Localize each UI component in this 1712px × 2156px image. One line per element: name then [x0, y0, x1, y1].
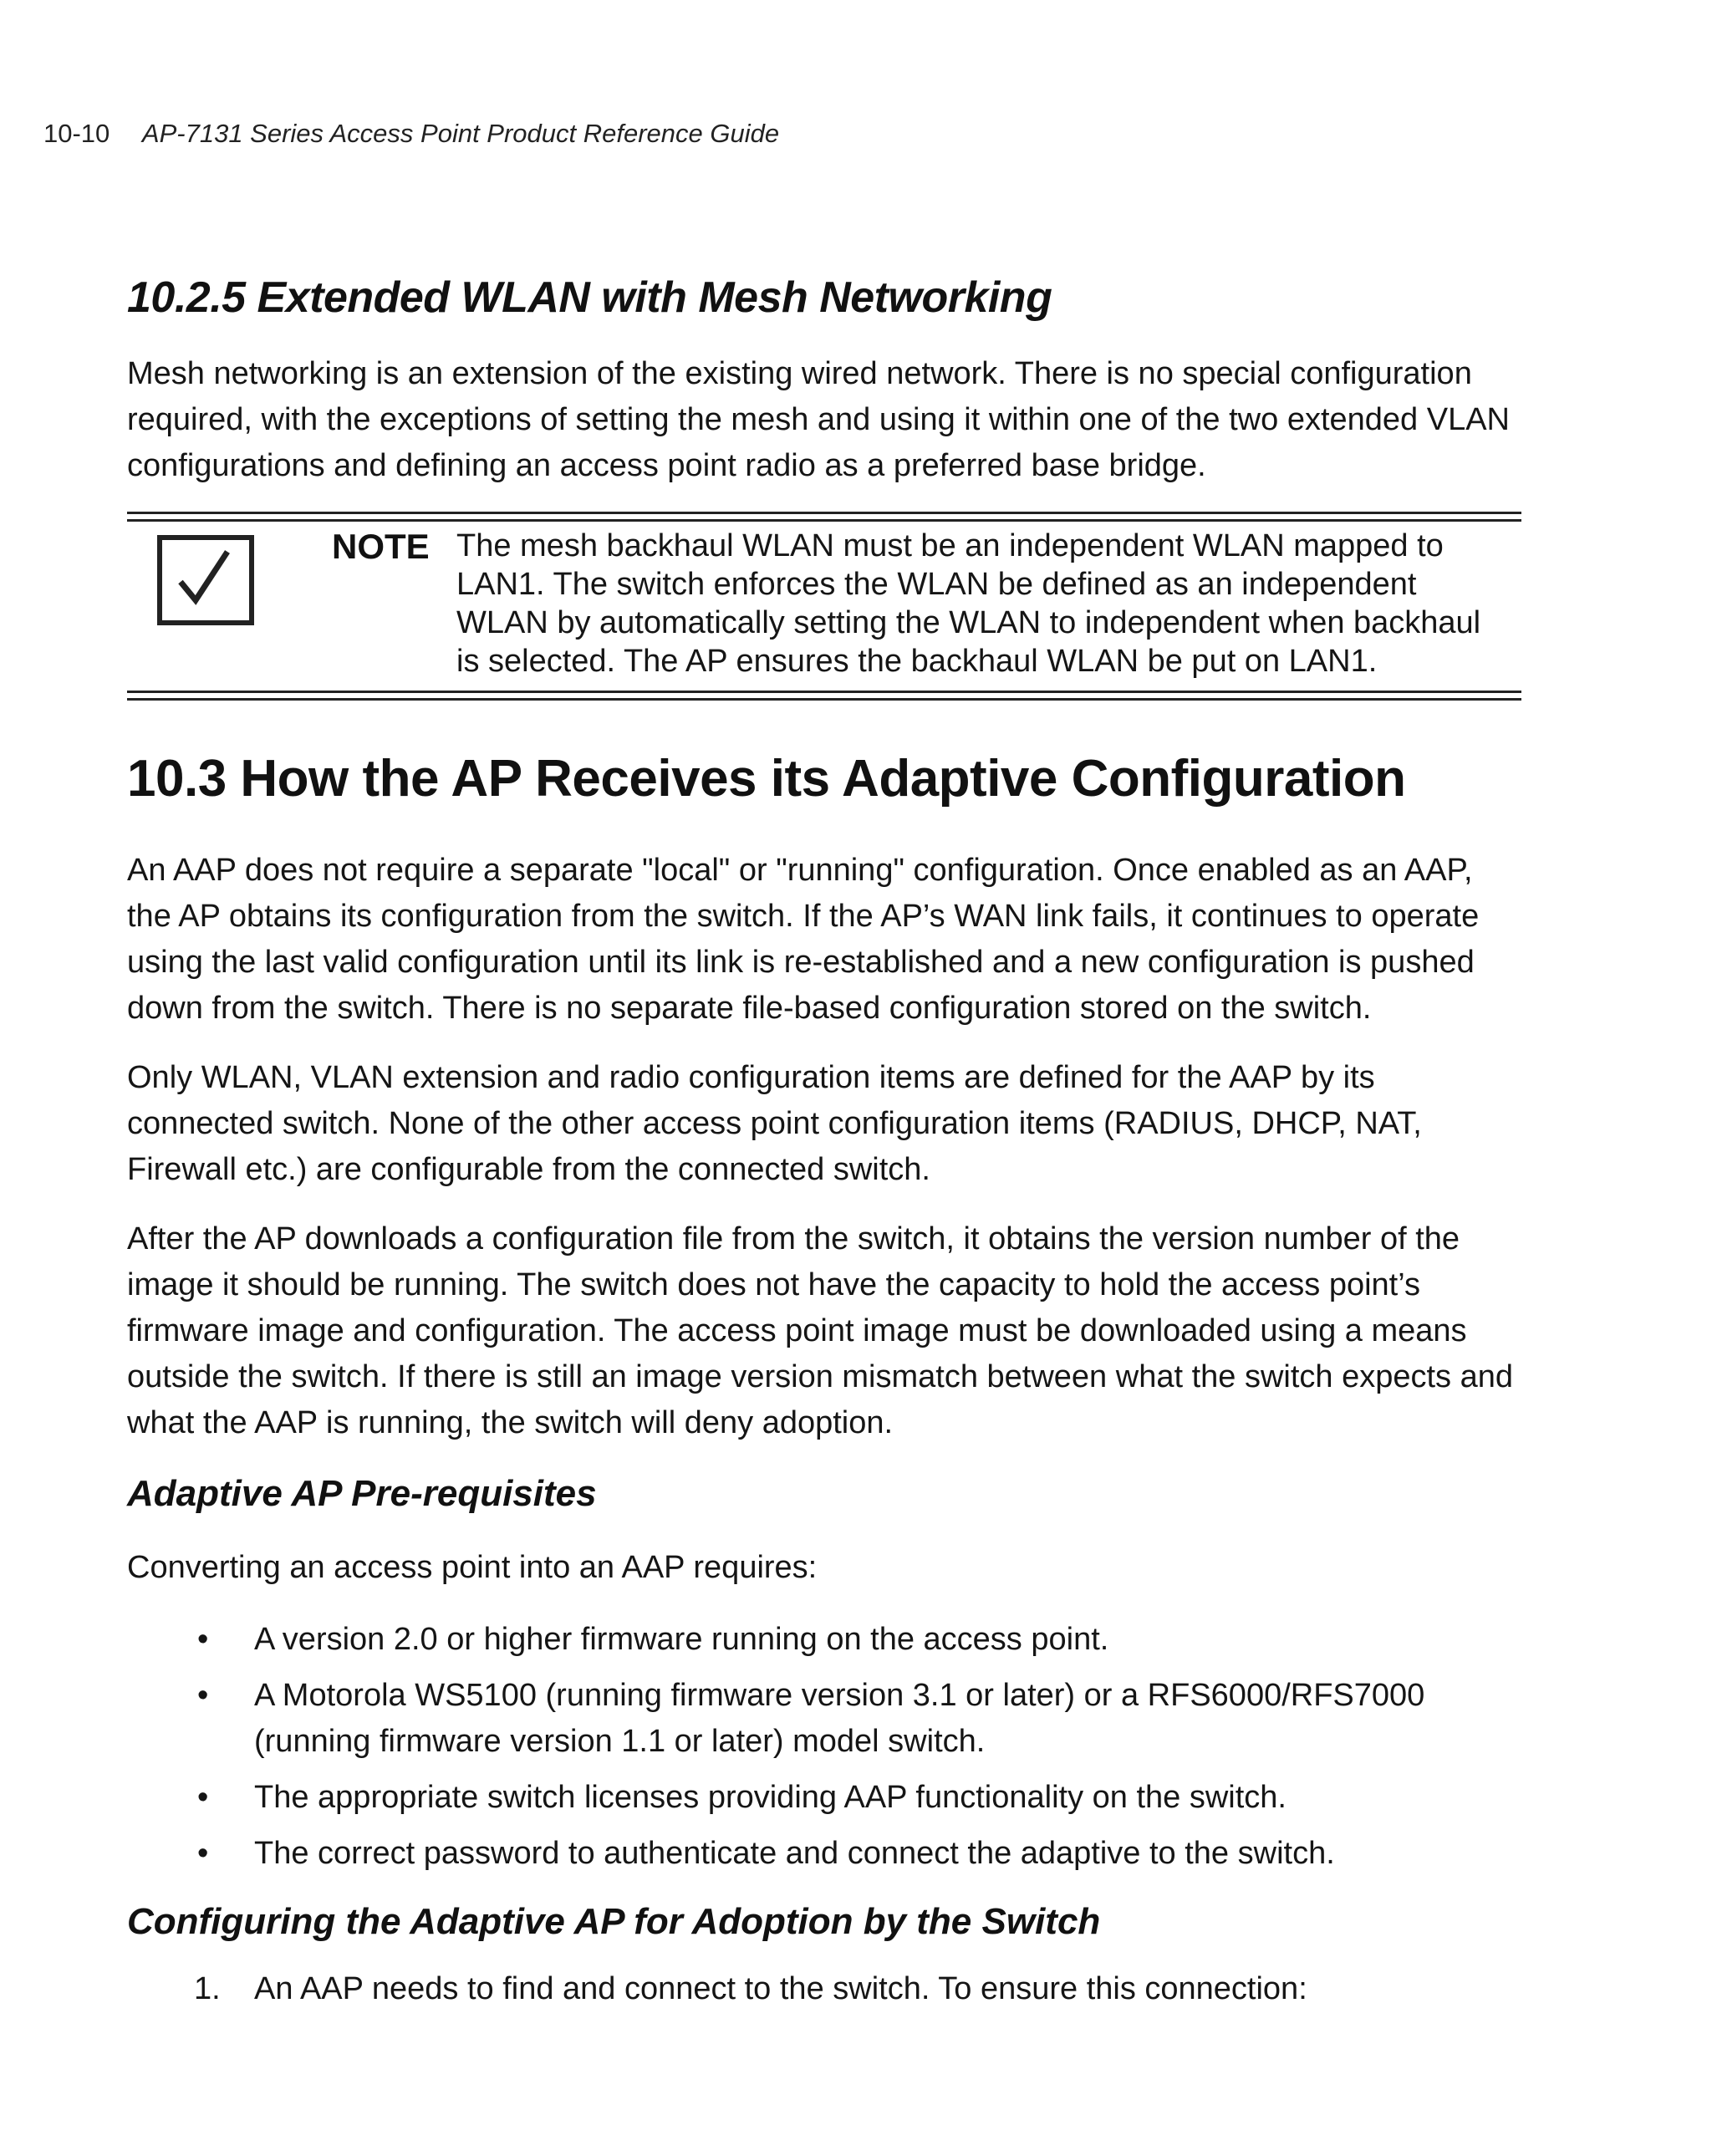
bullet-icon: • [197, 1678, 209, 1713]
prereq-intro: Converting an access point into an AAP requires: [127, 1550, 818, 1585]
section-10-3 [127, 749, 1515, 808]
running-header [43, 119, 779, 149]
mesh-paragraph: Mesh networking is an extension of the existing wired network. There is no special configuration required, with the exceptions of setting the mesh and using it within one of the two extended VLAN configurations and defining an access point radio as a preferred base bridge. [127, 356, 1511, 483]
list-item [127, 1617, 1515, 1663]
prereq-intro-block [127, 1545, 1515, 1591]
note-text: The mesh backhaul WLAN must be an independent WLAN mapped to LAN1. The switch enforces the WLAN be defined as an independent WLAN by automatically setting the WLAN to independent when backhaul is selected. The AP ensures the backhaul WLAN be put on LAN1. [456, 528, 1481, 679]
config-heading: Configuring the Adaptive AP for Adoption by the Switch [127, 1901, 1101, 1942]
section-10-3-para-2 [127, 1055, 1515, 1193]
section-10-3-para-1 [127, 848, 1515, 1032]
step-item [127, 1966, 1515, 2012]
bullet-icon: • [197, 1836, 209, 1871]
list-item-text: A version 2.0 or higher firmware running on the access point. [254, 1622, 1109, 1657]
body-paragraph: An AAP does not require a separate "local" or "running" configuration. Once enabled as an AAP, the AP obtains its configuration from the switch. If the AP’s WAN link fails, it continues to operate using the last valid configuration until its link is re-established and a new configuration is pushed down from the switch. There is no separate file-based configuration stored on the switch. [127, 853, 1480, 1026]
section-10-2-5-body [127, 351, 1515, 489]
step-number: 1. [194, 1971, 221, 2006]
body-paragraph: After the AP downloads a configuration file from the switch, it obtains the version number of the image it should be running. The switch does not have the capacity to hold the access point’s firmware image and configuration. The access point image must be downloaded using a means outside the switch. If there is still an image version mismatch between what the switch expects and what the AAP is running, the switch will deny adoption. [127, 1221, 1514, 1440]
config-steps-block [127, 1966, 1515, 2012]
note-top-rule [127, 512, 1521, 522]
section-10-3-para-3 [127, 1216, 1515, 1446]
prereq-list [127, 1617, 1515, 1877]
step-text: An AAP needs to find and connect to the switch. To ensure this connection: [254, 1971, 1307, 2006]
bullet-icon: • [197, 1780, 209, 1815]
list-item [127, 1831, 1515, 1877]
list-item-text: A Motorola WS5100 (running firmware version 3.1 or later) or a RFS6000/RFS7000 (running firmware version 1.1 or later) model switch. [254, 1678, 1425, 1759]
prereq-heading: Adaptive AP Pre-requisites [127, 1473, 597, 1514]
bullet-icon: • [197, 1622, 209, 1657]
list-item-text: The correct password to authenticate and connect the adaptive to the switch. [254, 1836, 1335, 1871]
page-number: 10-10 [43, 119, 110, 148]
section-heading-10-3: 10.3 How the AP Receives its Adaptive Configuration [127, 750, 1406, 808]
section-10-2-5 [127, 273, 1515, 323]
guide-title: AP-7131 Series Access Point Product Reference Guide [141, 119, 780, 148]
checkmark-icon [157, 535, 254, 625]
list-item [127, 1775, 1515, 1821]
note-label: NOTE [332, 527, 430, 566]
note-bottom-rule [127, 691, 1521, 701]
prereq-list-block [127, 1617, 1515, 1887]
checkmark-glyph [162, 540, 249, 620]
prereq-section [127, 1473, 1515, 1515]
list-item [127, 1673, 1515, 1765]
config-steps [127, 1966, 1515, 2012]
list-item-text: The appropriate switch licenses providing AAP functionality on the switch. [254, 1780, 1287, 1815]
body-paragraph: Only WLAN, VLAN extension and radio configuration items are defined for the AAP by its connected switch. None of the other access point configuration items (RADIUS, DHCP, NAT, Firewall etc.) are configurable from the connected switch. [127, 1060, 1422, 1187]
config-section [127, 1901, 1515, 1943]
section-heading-10-2-5: 10.2.5 Extended WLAN with Mesh Networking [127, 273, 1052, 322]
